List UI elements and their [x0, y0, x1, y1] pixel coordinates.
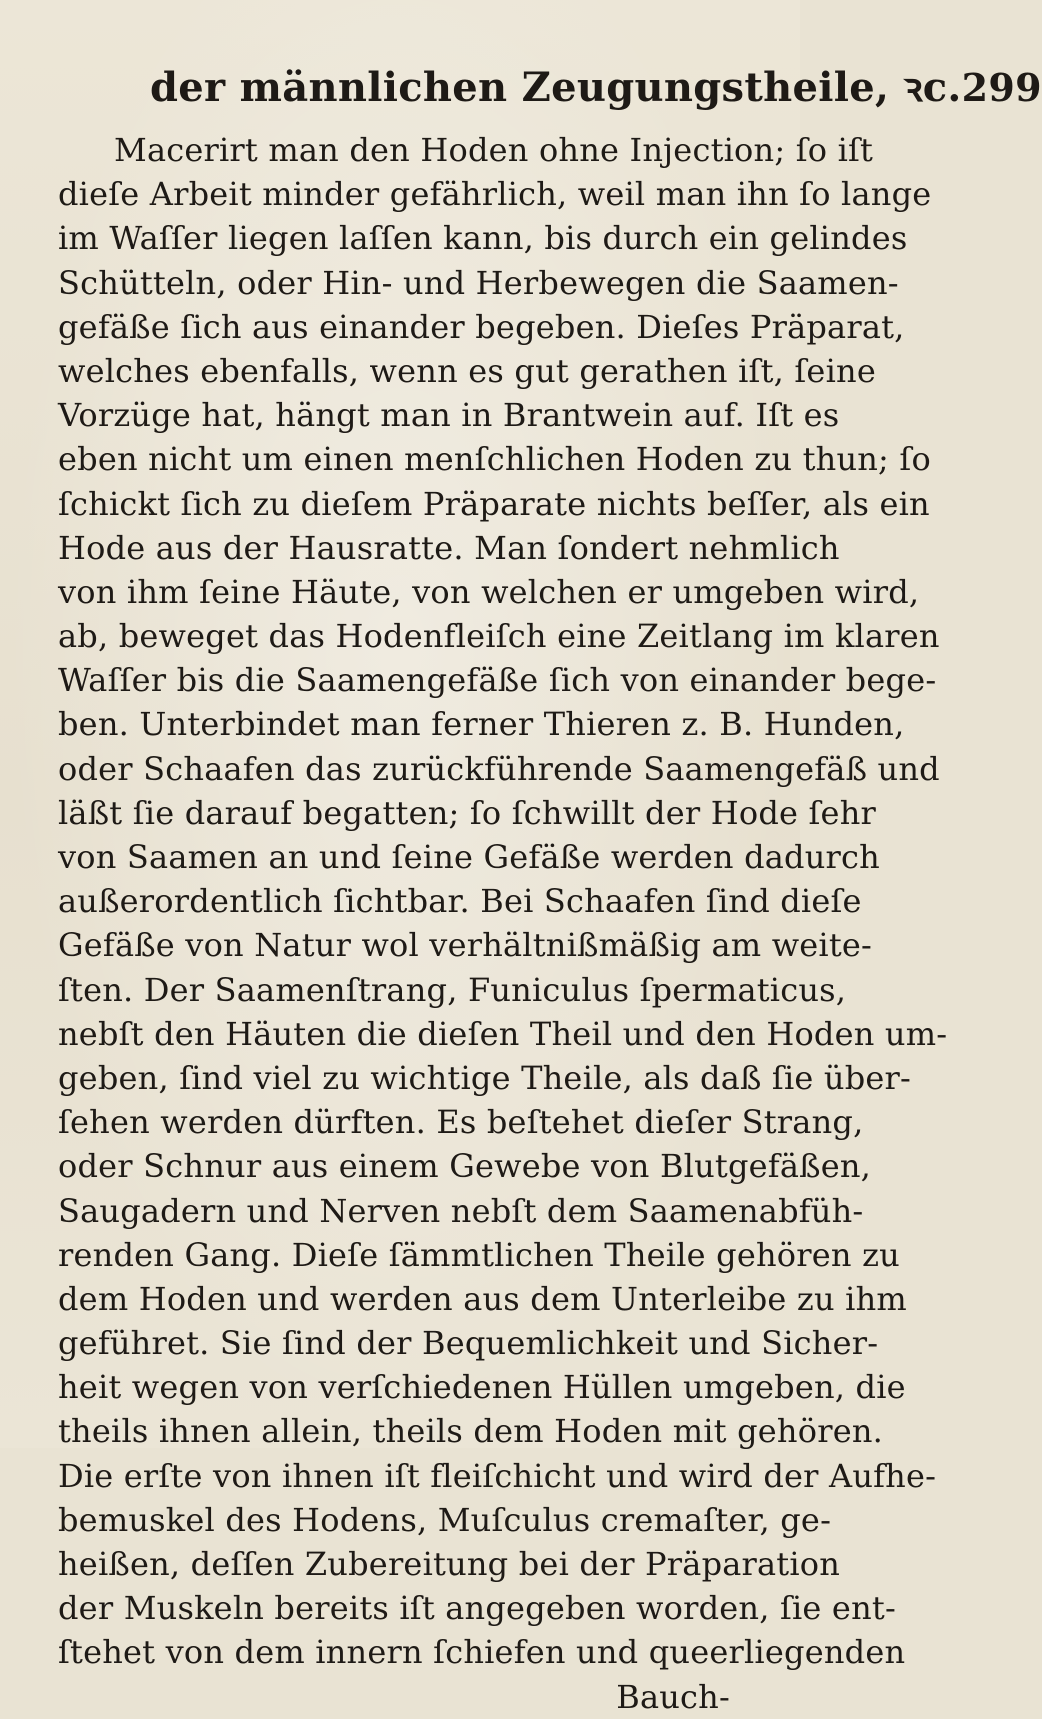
- text-line: geführet. Sie ſind der Bequemlichkeit und Sicher-: [58, 1324, 879, 1363]
- text-line: renden Gang. Dieſe ſämmtlichen Theile gehören zu: [58, 1235, 900, 1274]
- text-line: ſchickt ſich zu dieſem Präparate nichts beſſer, als ein: [58, 484, 930, 523]
- text-line: der Muskeln bereits iſt angegeben worden, ſie ent-: [58, 1589, 896, 1628]
- text-line: nebſt den Häuten die dieſen Theil und den Hoden um-: [58, 1014, 948, 1053]
- text-line: außerordentlich ſichtbar. Bei Schaafen ſind dieſe: [58, 882, 862, 921]
- text-line: läßt ſie darauf begatten; ſo ſchwillt der Hode ſehr: [58, 793, 876, 832]
- text-line: Waſſer bis die Saamengefäße ſich von einander bege-: [58, 661, 937, 700]
- page-number: 299: [961, 65, 1042, 110]
- text-line: Vorzüge hat, hängt man in Brantwein auf. Iſt es: [58, 396, 840, 435]
- text-line: Macerirt man den Hoden ohne Injection; ſo iſt: [114, 131, 874, 169]
- text-line: im Waſſer liegen laſſen kann, bis durch ein gelindes: [58, 219, 908, 258]
- text-line: welches ebenfalls, wenn es gut gerathen iſt, ſeine: [58, 351, 876, 390]
- text-line: Gefäße von Natur wol verhältnißmäßig am weite-: [58, 926, 873, 965]
- text-line: gefäße ſich aus einander begeben. Dieſes Präparat,: [58, 307, 905, 346]
- text-line: Schütteln, oder Hin- und Herbewegen die Saamen-: [58, 263, 899, 302]
- text-line: ben. Unterbindet man ferner Thieren z. B. Hunden,: [58, 705, 905, 744]
- text-line: ſtehet von dem innern ſchiefen und queerliegenden: [58, 1633, 906, 1672]
- text-line: bemuskel des Hodens, Muſculus cremaſter, ge-: [58, 1500, 832, 1539]
- text-line: Die erſte von ihnen iſt fleiſchicht und wird der Aufhe-: [58, 1456, 937, 1495]
- text-line: oder Schnur aus einem Gewebe von Blutgefäßen,: [58, 1147, 872, 1186]
- text-line: oder Schaafen das zurückführende Saamengefäß und: [58, 749, 940, 788]
- text-line: heißen, deſſen Zubereitung bei der Präparation: [58, 1545, 841, 1583]
- text-line: theils ihnen allein, theils dem Hoden mit gehören.: [58, 1412, 884, 1451]
- page-header: [150, 58, 1042, 118]
- text-line: dieſe Arbeit minder gefährlich, weil man ihn ſo lange: [58, 175, 932, 214]
- running-title: der männlichen Zeugungstheile, ꝛc.: [150, 64, 962, 111]
- text-line: Saugadern und Nerven nebſt dem Saamenabfüh-: [58, 1191, 864, 1230]
- text-line: ſehen werden dürften. Es beſtehet dieſer Strang,: [58, 1103, 864, 1142]
- text-line: Hode aus der Hausratte. Man ſondert nehmlich: [58, 528, 840, 567]
- catchword: Bauch-: [616, 1677, 730, 1716]
- text-line: von ihm ſeine Häute, von welchen er umgeben wird,: [58, 572, 920, 611]
- text-line: heit wegen von verſchiedenen Hüllen umgeben, die: [58, 1368, 906, 1407]
- text-line: dem Hoden und werden aus dem Unterleibe zu ihm: [58, 1279, 907, 1318]
- text-line: eben nicht um einen menſchlichen Hoden zu thun; ſo: [58, 440, 931, 479]
- text-line: von Saamen an und ſeine Gefäße werden dadurch: [58, 838, 880, 876]
- text-line: geben, ſind viel zu wichtige Theile, als daß ſie über-: [58, 1058, 912, 1097]
- text-line: ſten. Der Saamenſtrang, Funiculus ſpermaticus,: [58, 970, 847, 1009]
- text-line: ab, beweget das Hodenfleiſch eine Zeitlang im klaren: [58, 617, 940, 656]
- body-text: [58, 128, 948, 1719]
